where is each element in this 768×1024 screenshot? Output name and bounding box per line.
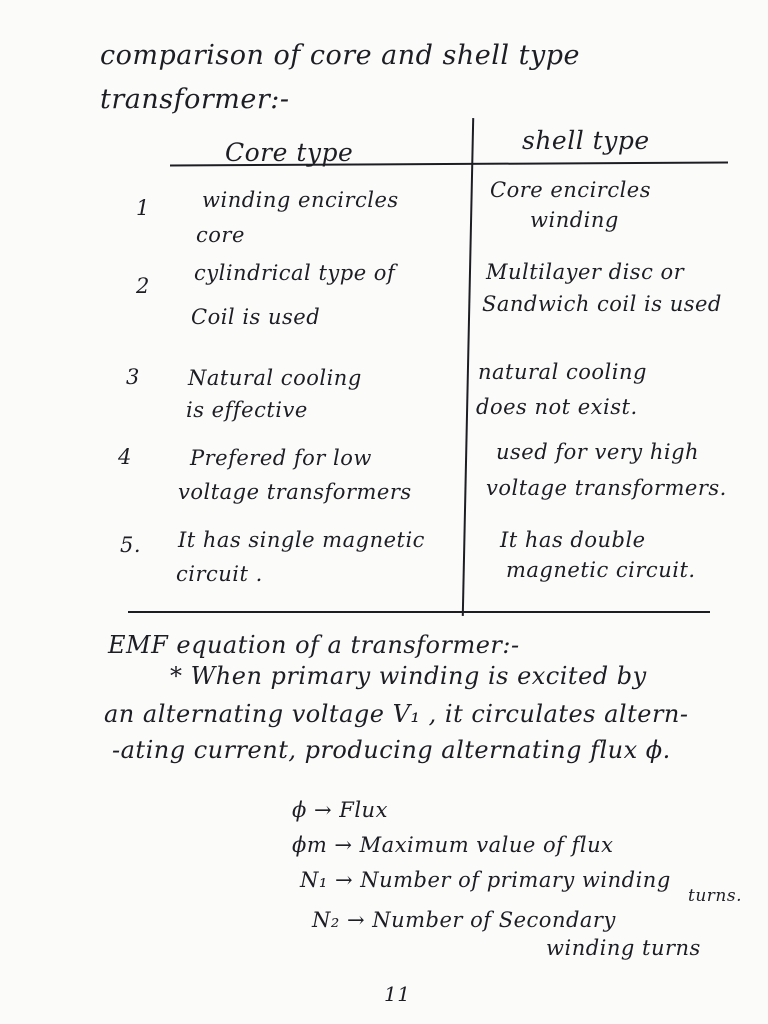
shell-cell-line: Multilayer disc or bbox=[486, 260, 685, 284]
page-title-line-1: comparison of core and shell type bbox=[100, 40, 580, 71]
shell-cell-line: does not exist. bbox=[476, 395, 638, 419]
shell-cell-line: used for very high bbox=[496, 440, 700, 464]
symbol-definition-n2: N₂ → Number of Secondary bbox=[312, 908, 616, 932]
core-cell-line: winding encircles bbox=[202, 188, 399, 212]
emf-paragraph-line: -ating current, producing alternating flux ϕ. bbox=[112, 736, 671, 764]
table-column-divider bbox=[462, 118, 474, 616]
table-bottom-rule bbox=[128, 611, 710, 613]
core-cell-line: circuit . bbox=[176, 562, 263, 586]
core-cell-line: Natural cooling bbox=[188, 366, 362, 390]
core-cell-line: is effective bbox=[186, 398, 308, 422]
core-cell-line: cylindrical type of bbox=[194, 261, 396, 285]
shell-cell-line: magnetic circuit. bbox=[506, 558, 696, 582]
emf-heading: EMF equation of a transformer:- bbox=[108, 631, 520, 659]
core-cell-line: Coil is used bbox=[191, 305, 321, 329]
emf-paragraph-line: an alternating voltage V₁ , it circulates altern- bbox=[104, 700, 689, 728]
core-cell-line: voltage transformers bbox=[178, 480, 412, 504]
symbol-definition-max-flux: ϕm → Maximum value of flux bbox=[292, 833, 614, 857]
page-title-line-2: transformer:- bbox=[100, 84, 290, 115]
shell-cell-line: It has double bbox=[500, 528, 646, 552]
shell-cell-line: natural cooling bbox=[478, 360, 647, 384]
row-number: 2 bbox=[136, 274, 150, 298]
symbol-definition-flux: ϕ → Flux bbox=[292, 798, 388, 822]
shell-cell-line: Sandwich coil is used bbox=[482, 292, 722, 316]
shell-cell-line: voltage transformers. bbox=[486, 476, 727, 500]
symbol-definition-n2-continued: winding turns bbox=[546, 936, 701, 960]
column-header-core-type: Core type bbox=[225, 138, 354, 167]
core-cell-line: It has single magnetic bbox=[178, 528, 425, 552]
row-number: 3 bbox=[126, 365, 140, 389]
column-header-shell-type: shell type bbox=[522, 126, 650, 155]
page-number: 11 bbox=[384, 982, 411, 1006]
symbol-definition-n1-continued: turns. bbox=[688, 886, 742, 906]
emf-paragraph-line: * When primary winding is excited by bbox=[170, 662, 647, 690]
core-cell-line: core bbox=[196, 223, 245, 247]
shell-cell-line: Core encircles bbox=[490, 178, 652, 202]
shell-cell-line: winding bbox=[530, 208, 619, 232]
row-number: 5. bbox=[120, 533, 142, 557]
row-number: 1 bbox=[136, 196, 150, 220]
row-number: 4 bbox=[118, 445, 132, 469]
symbol-definition-n1: N₁ → Number of primary winding bbox=[300, 868, 671, 892]
core-cell-line: Prefered for low bbox=[190, 446, 372, 470]
